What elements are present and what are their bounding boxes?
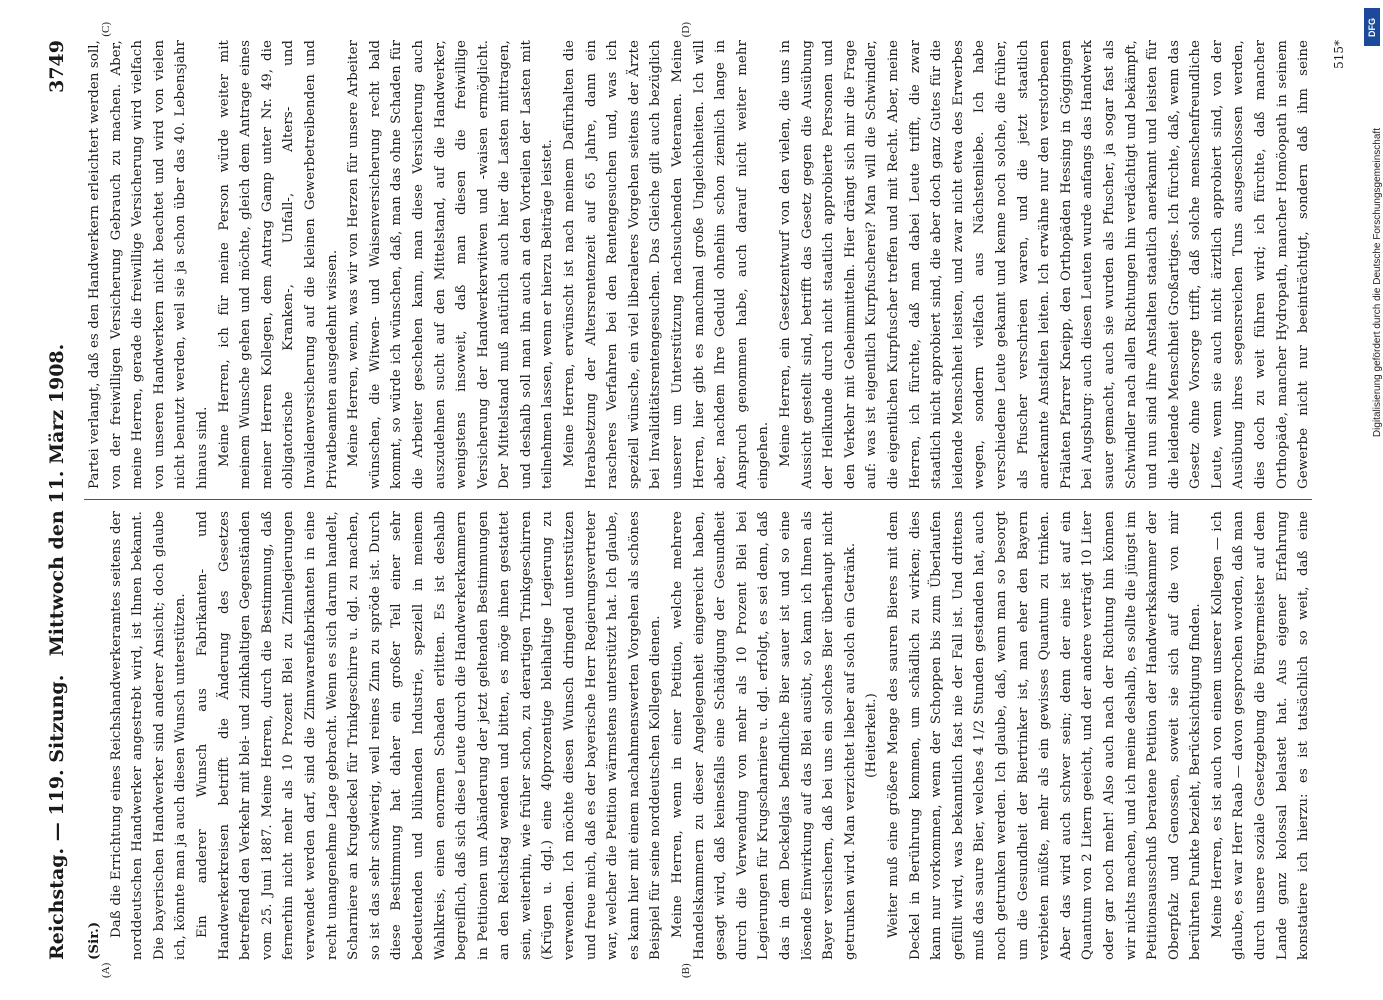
left-column [84, 511, 1312, 960]
page-number: 3749 [45, 40, 68, 93]
text-columns [84, 40, 1312, 960]
margin-marker-b: (B) [679, 963, 692, 978]
dfg-logo [1364, 8, 1380, 46]
signature-code: 515* [1331, 40, 1346, 69]
right-column [84, 40, 1312, 489]
paragraph: Partei verlangt, daß es den Handwerkern erleichtert werden soll, von der freiwilligen Versicherung Gebrauch zu machen. Aber, meine Herren, gerade die freiwillige Versicherung wird vielfach von unseren Handwerkern nicht beachtet und wird von vielen nicht benutzt werden, weil sie ja schon über das 40. Lebensjahr hinaus sind. [86, 40, 210, 489]
paragraph: Meine Herren, ich für meine Person würde weiter mit meinem Wunsche gehen und möchte, gleich dem Antrage eines meiner Herren Kollegen, dem Antrag Gamp unter Nr. 49, die obligatorische Kranken-, Unfall-, Alters- und Invalidenversicherung auf die kleinen Gewerbetreibenden und Privatbeamten ausgedehnt wissen. [216, 40, 340, 489]
paragraph: Meine Herren, wenn, was wir von Herzen für unsere Arbeiter wünschen, die Witwen- und Waisenversicherung recht bald kommt, so würde ich wünschen, daß, man das ohne Schaden für die Arbeiter geschehen kann, man diese Versicherung auch auszudehnen sucht auf den Mittelstand, auf die Handwerker, wenigstens insoweit, daß man diesen die freiwillige Versicherung der Handwerkerwitwen und -waisen ermöglicht. Der Mittelstand muß natürlich auch hier die Lasten mittragen, und deshalb soll man ihn auch an den Vorteilen der Lasten mit teilnehmen lassen, wenn er hierzu Beiträge leistet. [345, 40, 555, 489]
interjection: (Heiterkeit.) [863, 693, 879, 778]
paragraph: Meine Herren, erwünscht ist nach meinem Dafürhalten die Herabsetzung der Altersrentenzeit auf 65 Jahre, dann ein rascheres Verfahren bei den Rentengesuchen und, was ich speziell wünsche, ein viel liberaleres Vorgehen seitens der Ärzte bei Invaliditätsrentengesuchen. Das Gleiche gilt auch bezüglich unserer um Unterstützung nachsuchenden Veteranen. Meine Herren, hier gibt es manchmal große Ungleichheiten. Ich will aber, nachdem Ihre Geduld ohnehin schon ziemlich lange in Anspruch genommen habe, auch darauf nicht weiter mehr eingehen. [561, 40, 771, 489]
running-head-date: Mittwoch den 11. März 1908. [45, 343, 68, 657]
credit-text: Digitalisierung gefördert durch die Deutsche Forschungsgemeinschaft [1372, 128, 1383, 438]
page-content [40, 22, 1352, 978]
rotated-page [22, 20, 1362, 980]
paragraph: Meine Herren, ein Gesetzentwurf von den vielen, die uns in Aussicht gestellt sind, betrifft das Gesetz gegen die Ausübung der Heilkunde durch nicht staatlich approbierte Personen und den Verkehr mit Geheimmitteln. Hier drängt sich mir die Frage auf: was ist eigentlich Kurpfuscherei? Man will die Schwindler, die eigentlichen Kurpfuscher treffen und mit Recht. Aber, meine Herren, ich fürchte, daß man dabei Leute trifft, die zwar staatlich nicht approbiert sind, die aber doch ganz Gutes für die leidende Menschheit leisten, und zwar nicht etwa des Erwerbes wegen, sondern vielfach aus Nächstenliebe. Ich habe verschiedene Leute gekannt und kenne noch solche, die früher, als Pfuscher verschrieen waren, und die jetzt staatlich anerkannte Anstalten leiten. Ich erwähne nur den verstorbenen Prälaten Pfarrer Kneipp, den Orthopäden Hessing in Göggingen bei Augsburg: auch diesen Leuten wurde anfangs das Handwerk sauer gemacht, auch sie wurden als Pfuscher, ja sogar fast als Schwindler nach allen Richtungen hin verdächtigt und bekämpft, und nun sind ihre Anstalten staatlich anerkannt und leisten für die leidende Menschheit Großartiges. Ich fürchte, daß, wenn das Gesetz ohne Vorsorge trifft, daß solche menschenfreundliche Leute, wenn sie auch nicht ärztlich approbiert sind, von der Ausübung ihres segensreichen Tuns ausgeschlossen werden, dies doch zu weit führen wird; ich fürchte, daß mancher Orthopäde, mancher Hydropath, mancher Homöopath in seinem Gewerbe nicht nur beeinträchtigt, sondern daß ihm seine [777, 40, 1311, 489]
paragraph: Meine Herren, wenn in einer Petition, welche mehrere Handelskammern zu dieser Angelegenheit eingereicht haben, gesagt wird, daß keinesfalls eine Schädigung der Gesundheit durch die Verwendung von mehr als 10 Prozent Blei bei Legierungen für Krugscharniere u. dgl. erfolgt, es sei denn, daß das in dem Deckelglas befindliche Bier sauer ist und so eine lösende Einwirkung auf das Blei ausübt, so kann ich Ihnen als Bayer versichern, daß bei uns ein solches Bier überhaupt nicht getrunken wird. Man verzichtet lieber auf solch ein Getränk. [669, 511, 858, 960]
running-head [40, 40, 76, 960]
paragraph: Meine Herren, es ist auch von einem unserer Kollegen — ich glaube, es war Herr Raab — davon gesprochen worden, daß man durch unsere soziale Gesetzgebung die Bürgermeister auf dem Lande ganz kolossal belastet hat. Aus eigener Erfahrung konstatiere ich hierzu: es ist tatsächlich so weit, daß eine [1209, 511, 1311, 960]
paragraph: Weiter muß eine größere Menge des sauren Bieres mit dem Deckel in Berührung kommen, um schädlich zu wirken; dies kann nur vorkommen, wenn der Schoppen bis zum Überlaufen gefüllt wird, was bekanntlich fast nie der Fall ist. Und drittens muß das saure Bier, welches 4 1/2 Stunden gestanden hat, auch noch getrunken werden. Ich glaube, daß, wenn man so besorgt um die Gesundheit der Biertrinker ist, man eher den Bayern verbieten müßte, mehr als ein gewisses Quantum zu trinken. Aber das wird auch schwer sein; denn der eine ist auf ein Quantum von 2 Litern geeicht, und der andere verträgt 10 Liter oder gar noch mehr! Also auch nach der Richtung hin können wir nichts machen, und ich meine deshalb, es sollte die jüngst im Petitionsausschuß beratene Petition der Handwerkskammer der Oberpfalz und Genossen, soweit sie sich auf die von mir berührten Punkte bezieht, Berücksichtigung finden. [885, 511, 1203, 960]
margin-marker-c: (C) [99, 22, 112, 37]
paragraph: Ein anderer Wunsch aus Fabrikanten- und Handwerkerkreisen betrifft die Änderung des Gesetzes betreffend den Verkehr mit blei- und zinkhaltigen Gegenständen vom 25. Juni 1887. Meine Herren, durch die Bestimmung, daß fernerhin nicht mehr als 10 Prozent Blei zu Zinnlegierungen verwendet werden darf, sind die Zinnwarenfabrikanten in eine recht unangenehme Lage gebracht. Wenn es sich darum handelt, Scharniere an Krugdeckel für Trinkgeschirre u. dgl. zu machen, so ist das sehr schwierig, weil reines Zinn zu spröde ist. Durch diese Bestimmung hat daher ein großer Teil einer sehr bedeutenden und blühenden Industrie, speziell in meinem Wahlkreis, einen enormen Schaden erlitten. Es ist deshalb begreiflich, daß sich diese Leute durch die Handwerkerkammern in Petitionen um Abänderung der jetzt geltenden Bestimmungen an den Reichstag wenden und bitten, es möge ihnen gestattet sein, weiterhin, wie früher schon, zu derartigen Trinkgeschirren (Krügen u. dgl.) eine 40prozentige bleihaltige Legierung zu verwenden. Ich möchte diesen Wunsch dringend unterstützen und freue mich, daß es der bayerische Herr Regierungsvertreter war, welcher die Petition wärmstens unterstützt hat. Ich glaube, es kann hier mit einem nachahmenswerten Vorgehen als schönes Beispiel für seine norddeutschen Kollegen dienen. [194, 511, 663, 960]
margin-marker-d: (D) [679, 22, 692, 38]
running-head-left: Reichstag. — 119. Sitzung. [45, 674, 68, 960]
paragraph: Daß die Errichtung eines Reichshandwerkeramtes seitens der norddeutschen Handwerker angestrebt wird, ist Ihnen bekannt. Die bayerischen Handwerker sind anderer Ansicht; doch glaube ich, könnte man ja auch diesen Wunsch unterstützen. [108, 511, 188, 960]
dfg-logo-text: DFG [1367, 17, 1377, 37]
speaker-tag: (Sir.) [86, 921, 102, 960]
digitization-credit [1364, 8, 1383, 598]
margin-marker-a: (A) [99, 962, 112, 978]
